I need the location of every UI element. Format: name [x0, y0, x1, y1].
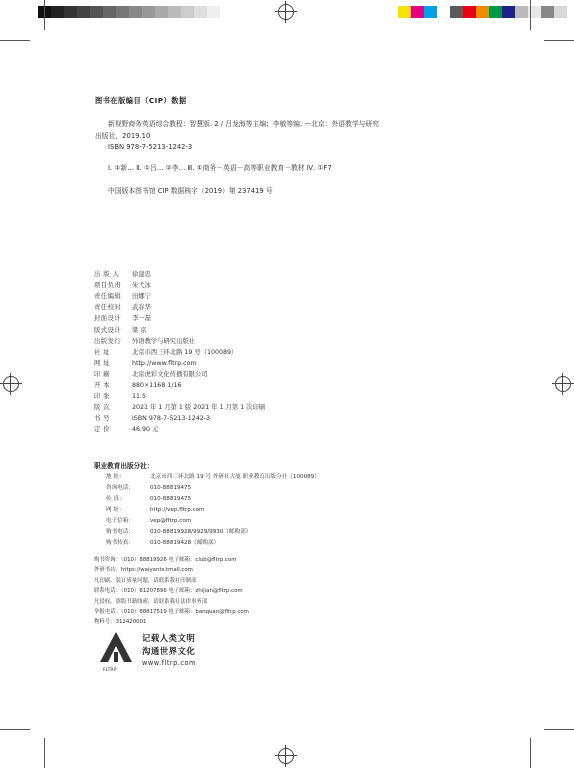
info-value: 北京虎彩文化传播有限公司 — [132, 370, 208, 378]
info-value: 11.5 — [132, 393, 147, 401]
distribution-row — [106, 538, 219, 546]
info-row — [94, 425, 158, 435]
contact-line: 物料号：312420001 — [94, 619, 147, 626]
distribution-title: 职业教育出版分社： — [94, 462, 154, 470]
registration-mark-icon — [278, 748, 294, 764]
color-swatch — [129, 6, 142, 18]
info-label: 出 版 人 — [94, 271, 120, 278]
distribution-value: 010-88819475 — [150, 485, 192, 491]
color-swatch — [450, 6, 463, 18]
distribution-value: 北京市西三环北路 19 号 外研社大厦 职业教育出版分社（100089） — [150, 474, 320, 480]
color-swatch — [142, 6, 155, 18]
color-swatch — [168, 6, 181, 18]
contact-line: 联系电话：（010）61207896 电子邮箱：zhijian@fltrp.com — [94, 588, 243, 595]
crop-mark — [544, 729, 574, 730]
color-swatch — [476, 6, 489, 18]
info-label: 印 张 — [94, 393, 111, 401]
distribution-row — [106, 483, 191, 491]
info-label: 版式设计 — [94, 326, 122, 334]
distribution-row — [106, 472, 320, 480]
color-swatch — [116, 6, 129, 18]
info-row — [94, 326, 147, 336]
contact-line: 外研书店：https://waiyants.tmall.com — [94, 567, 193, 574]
cip-record-number: 中国版本图书馆 CIP 数据核字（2019）第 237419 号 — [108, 187, 273, 195]
distribution-row — [106, 505, 205, 513]
info-value: 武春华 — [132, 304, 151, 312]
color-swatch — [424, 6, 437, 18]
logo-text: FLTRP — [103, 668, 117, 673]
info-value: 北京市西三环北路 19 号（100089） — [132, 348, 238, 356]
crop-mark — [530, 738, 531, 768]
slogan-line-2: 沟通世界文化 — [142, 646, 196, 656]
info-row — [94, 359, 197, 369]
info-label: 责任编辑 — [94, 293, 122, 301]
color-swatch — [155, 6, 168, 18]
color-swatch — [51, 6, 64, 18]
info-value: 朱弋冰 — [132, 282, 151, 290]
distribution-label: 网 址： — [106, 507, 125, 513]
info-row — [94, 303, 151, 313]
distribution-row — [106, 527, 251, 535]
distribution-label: 传 真： — [106, 496, 125, 502]
info-label: 书 号 — [94, 415, 111, 423]
distribution-label: 购书电话： — [106, 529, 134, 535]
info-label: 印 刷 — [94, 370, 111, 378]
crop-mark — [0, 729, 30, 730]
info-value: 徐建忠 — [132, 271, 151, 278]
color-swatch — [207, 6, 220, 18]
distribution-label: 地 址： — [106, 474, 125, 480]
info-value: 46.90 元 — [132, 426, 159, 434]
color-swatch — [502, 6, 515, 18]
info-row — [94, 348, 237, 358]
cip-isbn: ISBN 978-7-5213-1242-3 — [108, 143, 193, 151]
crop-mark — [544, 40, 574, 41]
distribution-row — [106, 516, 191, 524]
info-value: 梁 京 — [132, 326, 147, 334]
info-label: 社 址 — [94, 348, 111, 356]
distribution-label: 电子信箱： — [106, 518, 134, 524]
cip-book-line-cont: 出版社，2019.10 — [95, 132, 151, 140]
publisher-logo — [96, 628, 136, 668]
info-row — [94, 281, 151, 291]
crop-mark — [530, 0, 531, 30]
color-swatch — [554, 6, 567, 18]
info-value: 田娜宁 — [132, 293, 151, 301]
registration-mark-icon — [3, 376, 19, 392]
info-value: 2021 年 1 月第 1 版 2021 年 1 月第 1 次印刷 — [132, 404, 266, 412]
info-value: http://www.fltrp.com — [132, 359, 197, 367]
registration-mark-icon — [555, 376, 571, 392]
color-swatch — [541, 6, 554, 18]
info-row — [94, 270, 151, 280]
info-value: 李一磊 — [132, 315, 151, 323]
website-url: www.fltrp.com — [142, 659, 196, 667]
info-row — [94, 292, 151, 302]
info-label: 出版发行 — [94, 337, 122, 345]
info-row — [94, 381, 181, 391]
distribution-value: 010-88819475 — [150, 496, 192, 502]
crop-mark — [44, 0, 45, 30]
color-swatch — [411, 6, 424, 18]
crop-mark — [44, 738, 45, 768]
color-swatch — [515, 6, 528, 18]
info-label: 定 价 — [94, 426, 111, 434]
info-value: 外语教学与研究出版社 — [132, 337, 195, 345]
cip-book-line: 新视野商务英语综合教程：智慧版. 2 / 吕龙海等主编；李敏等编. —北京：外语教学与研究 — [108, 120, 380, 128]
contact-line: 凡侵权、盗版书籍线索，请联系我社法律事务部 — [94, 598, 208, 605]
info-label: 责任校对 — [94, 304, 122, 312]
distribution-value: 010-88819928/9929/9930（邮购部） — [150, 529, 252, 535]
info-label: 版 次 — [94, 404, 111, 412]
info-value: ISBN 978-7-5213-1242-3 — [132, 415, 211, 423]
distribution-label: 购书传真： — [106, 540, 134, 546]
info-row — [94, 370, 208, 380]
color-swatch — [181, 6, 194, 18]
info-label: 开 本 — [94, 382, 111, 389]
distribution-row — [106, 494, 191, 502]
info-row — [94, 392, 146, 402]
distribution-value: http://vep.fltrp.com — [150, 507, 205, 513]
distribution-value: 010-88819428（邮购部） — [150, 540, 220, 546]
info-row — [94, 314, 151, 324]
distribution-label: 咨询电话： — [106, 485, 134, 491]
color-swatch — [103, 6, 116, 18]
registration-mark-icon — [278, 4, 294, 20]
distribution-value: vep@fltrp.com — [150, 518, 192, 524]
contact-line: 举报电话：（010）88817519 电子邮箱：banquan@fltrp.com — [94, 609, 249, 615]
contact-line: 凡印刷、装订质量问题，请联系我社印制部 — [94, 577, 197, 584]
color-swatch — [194, 6, 207, 18]
color-bar-left — [38, 6, 220, 18]
cip-classification: Ⅰ. ①新… Ⅱ. ①吕… ②李… Ⅲ. ①商务－英语－高等职业教育－教材 Ⅳ. ①F7 — [108, 164, 332, 172]
color-swatch — [437, 6, 450, 18]
info-row — [94, 337, 195, 347]
color-swatch — [64, 6, 77, 18]
color-swatch — [90, 6, 103, 18]
color-swatch — [398, 6, 411, 18]
color-swatch — [463, 6, 476, 18]
slogan-line-1: 记载人类文明 — [142, 633, 196, 643]
cip-title: 图书在版编目（CIP）数据 — [95, 96, 187, 105]
color-swatch — [489, 6, 502, 18]
color-swatch — [77, 6, 90, 18]
info-label: 封面设计 — [94, 315, 122, 323]
info-row — [94, 403, 265, 413]
crop-mark — [0, 40, 30, 41]
info-label: 网 址 — [94, 359, 111, 367]
info-label: 项目负责 — [94, 282, 122, 290]
contact-line: 购书咨询：（010）88819926 电子邮箱：club@fltrp.com — [94, 557, 237, 563]
color-bar-right — [398, 6, 567, 18]
info-value: 880×1168 1/16 — [132, 382, 182, 389]
info-row — [94, 414, 210, 424]
